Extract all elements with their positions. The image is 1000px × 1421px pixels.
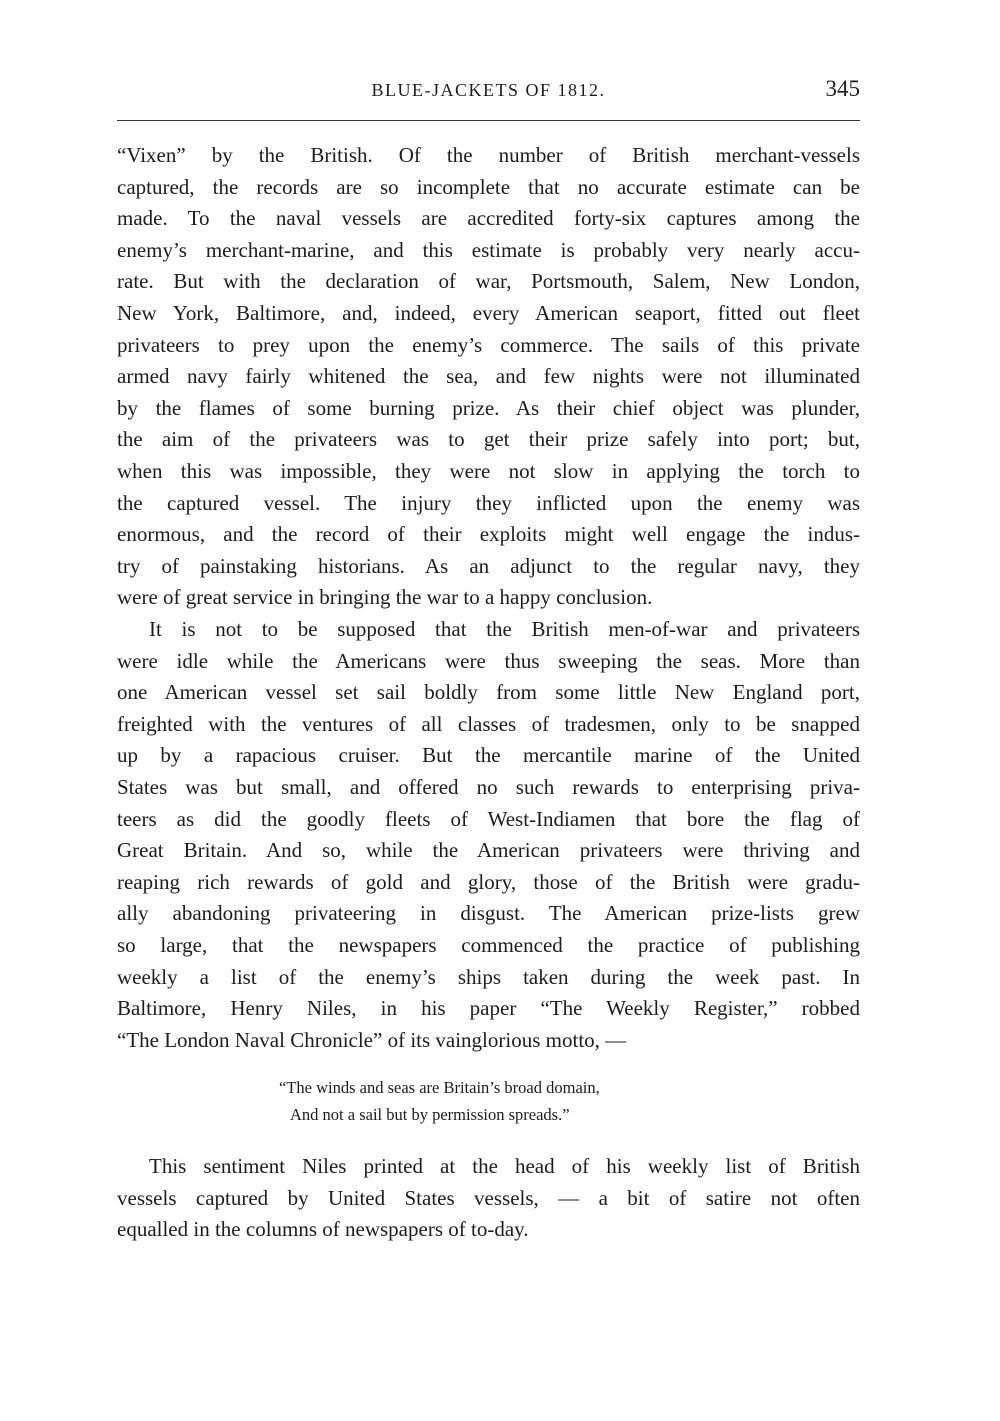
text-line: up by a rapacious cruiser. But the mercantile marine of the United bbox=[117, 743, 860, 768]
text-line: the captured vessel. The injury they inflicted upon the enemy was bbox=[117, 490, 860, 515]
text-line: freighted with the ventures of all classes of tradesmen, only to be snapped bbox=[117, 711, 860, 736]
header-rule bbox=[117, 120, 860, 121]
text-line: so large, that the newspapers commenced the practice of publishing bbox=[117, 932, 860, 957]
text-line: equalled in the columns of newspapers of to-day. bbox=[117, 1217, 529, 1242]
page-number: 345 bbox=[825, 76, 860, 101]
text-line: the aim of the privateers was to get their prize safely into port; but, bbox=[117, 427, 860, 452]
text-line: New York, Baltimore, and, indeed, every American seaport, fitted out fleet bbox=[117, 300, 860, 325]
text-line: enemy’s merchant-marine, and this estimate is probably very nearly accu- bbox=[117, 237, 860, 262]
text-line: Baltimore, Henry Niles, in his paper “The Weekly Register,” robbed bbox=[117, 996, 860, 1021]
text-line: one American vessel set sail boldly from some little New England port, bbox=[117, 680, 860, 705]
text-line: rate. But with the declaration of war, Portsmouth, Salem, New London, bbox=[117, 269, 860, 294]
text-line: weekly a list of the enemy’s ships taken during the week past. In bbox=[117, 964, 860, 989]
text-line: captured, the records are so incomplete that no accurate estimate can be bbox=[117, 174, 860, 199]
text-line: were idle while the Americans were thus sweeping the seas. More than bbox=[117, 648, 860, 673]
paragraph-3 bbox=[117, 1151, 860, 1246]
text-line: try of painstaking historians. As an adjunct to the regular navy, they bbox=[117, 553, 860, 578]
text-line: It is not to be supposed that the British men-of-war and privateers bbox=[149, 617, 860, 641]
text-line: when this was impossible, they were not slow in applying the torch to bbox=[117, 458, 860, 483]
text-line: “Vixen” by the British. Of the number of British merchant-vessels bbox=[117, 143, 860, 167]
text-line: “The London Naval Chronicle” of its vainglorious motto, — bbox=[117, 1027, 627, 1052]
text-line: by the flames of some burning prize. As their chief object was plunder, bbox=[117, 395, 860, 420]
text-line: States was but small, and offered no such rewards to enterprising priva- bbox=[117, 774, 860, 799]
text-line: teers as did the goodly fleets of West-Indiamen that bore the flag of bbox=[117, 806, 860, 831]
text-line: This sentiment Niles printed at the head of his weekly list of British bbox=[149, 1154, 860, 1178]
text-line: were of great service in bringing the war to a happy conclusion. bbox=[117, 585, 653, 610]
text-line: ally abandoning privateering in disgust. The American prize-lists grew bbox=[117, 901, 860, 926]
text-line: vessels captured by United States vessels, — a bit of satire not often bbox=[117, 1185, 860, 1210]
running-title: BLUE-JACKETS OF 1812. bbox=[371, 80, 606, 100]
text-line: made. To the naval vessels are accredited forty-six captures among the bbox=[117, 206, 860, 231]
text-line: enormous, and the record of their exploits might well engage the indus- bbox=[117, 522, 860, 547]
text-line: armed navy fairly whitened the sea, and few nights were not illuminated bbox=[117, 364, 860, 389]
verse-quotation bbox=[279, 1074, 600, 1128]
text-line: reaping rich rewards of gold and glory, those of the British were gradu- bbox=[117, 869, 860, 894]
verse-line: “The winds and seas are Britain’s broad domain, bbox=[279, 1078, 600, 1097]
verse-line: And not a sail but by permission spreads.” bbox=[290, 1105, 570, 1124]
paragraph-1 bbox=[117, 140, 860, 614]
text-line: Great Britain. And so, while the American privateers were thriving and bbox=[117, 838, 860, 863]
paragraph-2 bbox=[117, 614, 860, 1056]
page-header bbox=[117, 74, 860, 110]
text-line: privateers to prey upon the enemy’s commerce. The sails of this private bbox=[117, 332, 860, 357]
